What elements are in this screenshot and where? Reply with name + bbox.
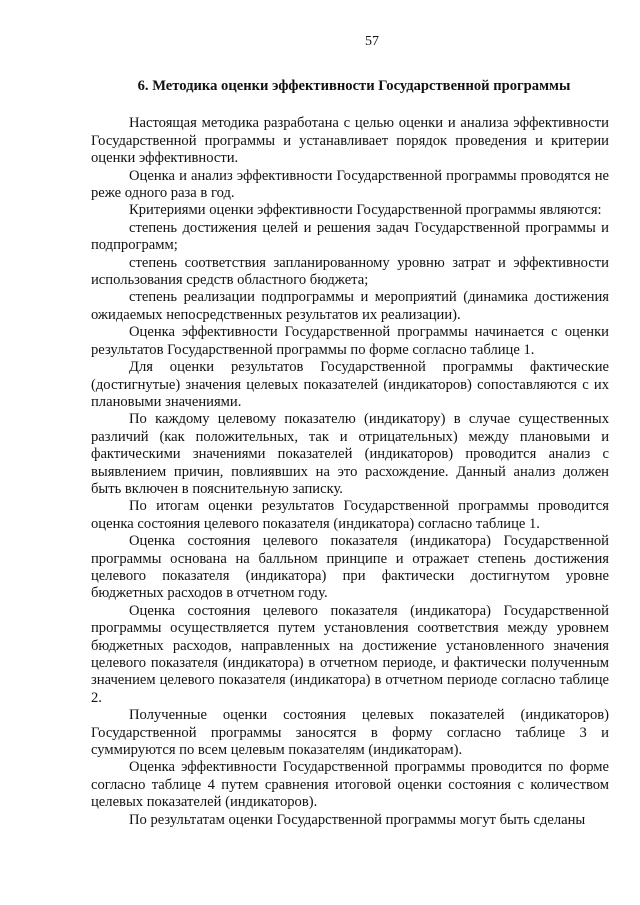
paragraph-summation: Полученные оценки состояния целевых показателей (индикаторов) Государственной программы заносятся в форму согласно таблице 3 и суммируются по всем целевым показателям (индикаторам).: [91, 707, 609, 759]
paragraph-conclusions: По результатам оценки Государственной программы могут быть сделаны: [129, 811, 586, 828]
paragraph-frequency: Оценка и анализ эффективности Государственной программы проводятся не реже одного раза в год.: [91, 167, 609, 202]
paragraph-efficiency-comparison: Оценка эффективности Государственной программы проводится по форме согласно таблице 4 путем сравнения итоговой оценки состояния с количеством целевых показателей (индикаторов).: [91, 759, 609, 811]
paragraph-criteria-intro: Критериями оценки эффективности Государственной программы являются:: [129, 202, 602, 219]
paragraph-budget-correspondence: Оценка состояния целевого показателя (индикатора) Государственной программы осуществляется путем установления соответствия между уровнем бюджетных расходов, направленных на достижение установленного значения целевого показателя (индикатора) в отчетном периоде, и фактически полученным значением целевого показателя (индикатора) в отчетном периоде согласно таблице 2.: [91, 602, 609, 706]
paragraph-scoring-principle: Оценка состояния целевого показателя (индикатора) Государственной программы основана на балльном принципе и отражает степень достижения целевого показателя (индикатора) при фактически достигнутом уровне бюджетных расходов в отчетном году.: [91, 533, 609, 602]
paragraph-evaluation-start: Оценка эффективности Государственной программы начинается с оценки результатов Государственной программы по форме согласно таблице 1.: [91, 324, 609, 358]
paragraph-purpose: Настоящая методика разработана с целью оценки и анализа эффективности Государственной программы и устанавливает порядок проведения и критерии оценки эффективности.: [91, 115, 609, 167]
paragraph-deviation-analysis: По каждому целевому показателю (индикатору) в случае существенных различий (как положительных, так и отрицательных) между плановыми и фактическими значениями показателей (индикаторов) проводится анализ с выявлением причин, повлиявших на это расхождение. Данный анализ должен быть включен в пояснительную записку.: [91, 411, 609, 497]
page-number: 57: [365, 34, 379, 49]
criteria-item-implementation: степень реализации подпрограммы и мероприятий (динамика достижения ожидаемых непосредственных результатов их реализации).: [91, 289, 609, 323]
criteria-item-costs: степень соответствия запланированному уровню затрат и эффективности использования средств областного бюджета;: [91, 254, 609, 289]
paragraph-comparison: Для оценки результатов Государственной программы фактические (достигнутые) значения целевых показателей (индикаторов) сопоставляются с их плановыми значениями.: [91, 359, 609, 410]
section-title: 6. Методика оценки эффективности Государственной программы: [137, 78, 571, 94]
paragraph-indicator-assessment: По итогам оценки результатов Государственной программы проводится оценка состояния целевого показателя (индикатора) согласно таблице 1.: [91, 498, 609, 532]
body-text: [91, 115, 609, 829]
criteria-item-goals: степень достижения целей и решения задач Государственной программы и подпрограмм;: [91, 219, 609, 254]
